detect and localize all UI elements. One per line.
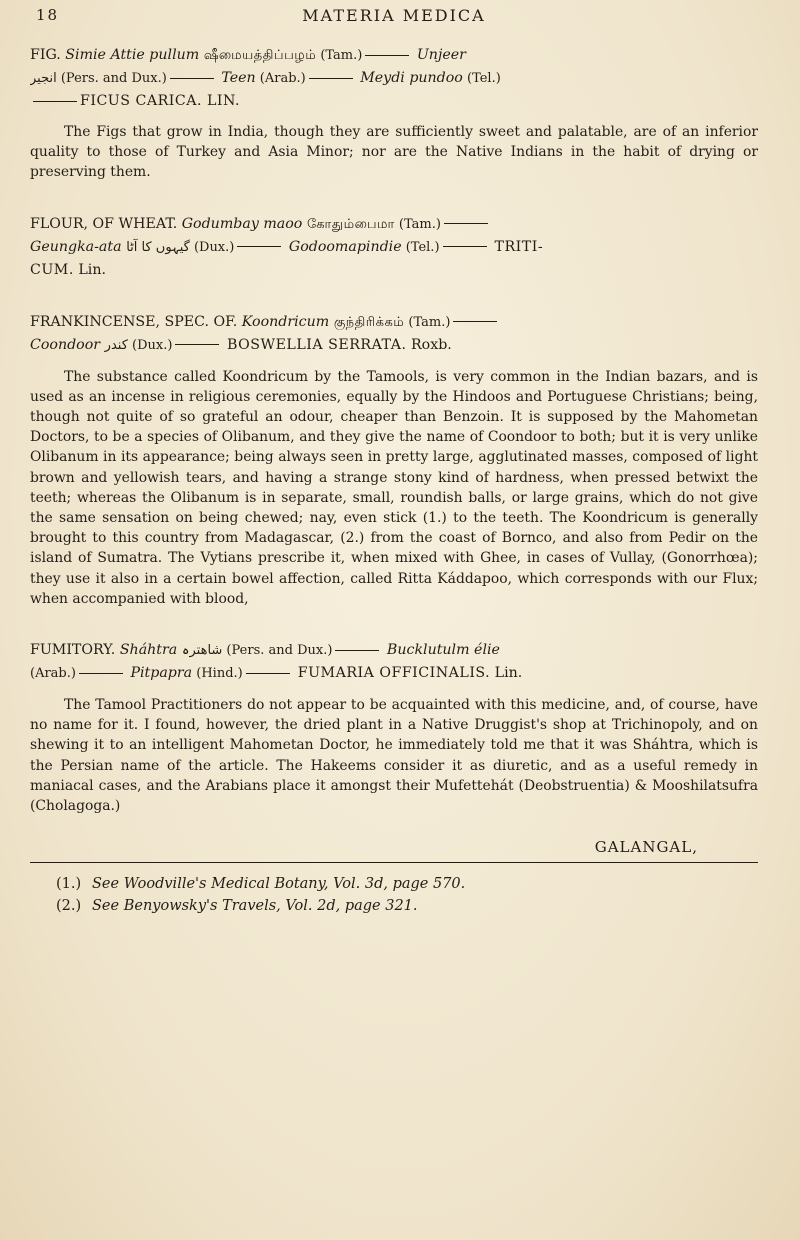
entry-heading-line <box>30 639 758 662</box>
language-tag: (Hind.) <box>192 666 243 682</box>
dash-rule <box>33 101 77 102</box>
vernacular-name: pullum <box>144 47 200 63</box>
language-tag: (Pers. and Dux.) <box>56 71 167 86</box>
botanical-name: FICUS CARICA. LIN. <box>80 93 241 109</box>
entry-heading-line <box>30 259 758 281</box>
dash-rule <box>365 55 409 56</box>
vernacular-name: Attie <box>105 47 145 63</box>
dash-rule <box>309 78 353 79</box>
entry-term: FIG. <box>30 47 61 63</box>
footnote-mark: (2.) <box>56 898 82 915</box>
dash-rule <box>246 673 290 674</box>
entry-body: The substance called Koondricum by the Tamools, is very common in the Indian bazars, and is used as an incense in religious ceremonies, equally by the Hindoos and Portuguese Christians; being, though not quite of so grateful an odour, cheaper than Benzoin. It is supposed by the Mahometan Doctors, to be a species of Olibanum, and they give the name of Coondoor to both; but it is very unlike Olibanum in its appearance; being always seen in pretty large, agglutinated masses, composed of light brown and yellowish tears, and having a strange stony kind of hardness, when pressed betwixt the teeth; whereas the Olibanum is in separate, small, roundish balls, or large grains, which do not give the same sensation on being chewed; nay, even stick (1.) to the teeth. The Koondricum is generally brought to this country from Madagascar, (2.) from the coast of Bornco, and also from Pedir on the island of Sumatra. The Vytians prescribe it, when mixed with Ghee, in cases of Vullay, (Gonorrhœa); they use it also in a certain bowel affection, called Ritta Káddapoo, which corresponds with our Flux; when accompanied with blood, <box>30 368 758 607</box>
footnote-divider <box>30 862 758 863</box>
vernacular-name: Pitpapra <box>125 665 193 682</box>
entry-body: The Figs that grow in India, though they are sufficiently sweet and palatable, are of an inferior quality to those of Turkey and Asia Minor; nor are the Native Indians in the habit of drying or preserving them. <box>30 124 758 181</box>
botanical-name: CUM. <box>30 261 74 278</box>
language-tag: (Tam.) <box>394 216 441 232</box>
dash-rule <box>170 78 214 79</box>
authority: Lin. <box>490 665 523 682</box>
catchword: GALANGAL, <box>594 838 698 857</box>
footnote-text: See Woodville's Medical Botany, Vol. 3d, page 570. <box>92 876 466 893</box>
language-tag: (Tam.) <box>316 48 363 63</box>
native-script: குந்திரிக்கம் <box>329 314 405 330</box>
botanical-name: BOSWELLIA SERRATA. <box>222 336 407 353</box>
page-header <box>30 6 758 26</box>
entry-fig <box>30 44 758 183</box>
native-script: انجیر <box>30 71 57 86</box>
entry-term: FLOUR, OF WHEAT. <box>30 215 178 232</box>
footnote-text: See Benyowsky's Travels, Vol. 2d, page 321. <box>92 898 418 915</box>
authority: Roxb. <box>406 336 452 353</box>
entry-heading-line <box>30 311 758 334</box>
vernacular-name: maoo <box>258 215 303 232</box>
native-script: ஷீமையத்திப்பழம் <box>199 48 317 63</box>
authority: Lin. <box>73 261 106 278</box>
language-tag: (Pers. and Dux.) <box>222 643 333 659</box>
dash-rule <box>335 650 379 651</box>
entry-flour <box>30 213 758 281</box>
vernacular-name: Simie <box>60 47 106 63</box>
running-title: MATERIA MEDICA <box>302 6 486 25</box>
entry-heading-line <box>30 67 758 90</box>
entry-fumitory <box>30 639 758 816</box>
footnote-mark: (1.) <box>56 876 82 893</box>
dash-rule <box>237 246 281 247</box>
vernacular-name: Coondoor <box>30 336 101 353</box>
entry-term: FRANKINCENSE, SPEC. OF. <box>30 313 238 330</box>
footnote <box>56 895 758 917</box>
language-tag: (Dux.) <box>189 239 235 255</box>
language-tag: (Tel.) <box>462 71 501 86</box>
vernacular-name: Koondricum <box>237 313 330 330</box>
entry-heading-line <box>30 662 758 685</box>
vernacular-name: Godoomapindie <box>284 238 402 255</box>
language-tag: (Arab.) <box>255 71 306 86</box>
dash-rule <box>444 223 488 224</box>
native-script: گیہوں کا آٹا <box>121 239 190 255</box>
vernacular-name: Meydi pundoo <box>355 70 463 86</box>
dash-rule <box>79 673 123 674</box>
entry-frankincense <box>30 311 758 609</box>
native-script: کندر <box>100 337 128 353</box>
page-number: 18 <box>36 6 60 24</box>
entry-term: FUMITORY. <box>30 642 116 659</box>
native-script: شاهترہ <box>177 643 223 659</box>
botanical-name: TRITI- <box>489 238 544 255</box>
native-script: கோதும்பைமா <box>302 216 395 232</box>
botanical-name: FUMARIA OFFICINALIS. <box>292 665 491 682</box>
language-tag: (Dux.) <box>127 337 173 353</box>
footnote <box>56 873 758 895</box>
language-tag: (Tel.) <box>401 239 440 255</box>
entry-heading-line <box>30 44 758 67</box>
dash-rule <box>453 321 497 322</box>
entry-heading-line <box>30 90 758 112</box>
vernacular-name: Teen <box>216 70 256 86</box>
entry-heading-line <box>30 334 758 357</box>
vernacular-name: Bucklutulm élie <box>382 642 500 659</box>
vernacular-name: Sháhtra <box>115 642 178 659</box>
language-tag: (Tam.) <box>404 314 451 330</box>
dash-rule <box>443 246 487 247</box>
entry-body: The Tamool Practitioners do not appear to be acquainted with this medicine, and, of course, have no name for it. I found, however, the dried plant in a Native Druggist's shop at Trichinopoly, and on shewing it to an intelligent Mahometan Doctor, he immediately told me that it was Sháhtra, which is the Persian name of the article. The Hakeems consider it as diuretic, and as a useful remedy in maniacal cases, and the Arabians place it amongst their Mufettehát (Deobstruentia) & Mooshilatsufra (Cholagoga.) <box>30 697 758 815</box>
vernacular-name: Godumbay <box>177 215 259 232</box>
language-tag: (Arab.) <box>30 666 76 682</box>
entry-heading-line <box>30 236 758 259</box>
vernacular-name: Geungka-ata <box>30 238 122 255</box>
entry-heading-line <box>30 213 758 236</box>
vernacular-name: Unjeer <box>412 47 466 63</box>
dash-rule <box>175 344 219 345</box>
